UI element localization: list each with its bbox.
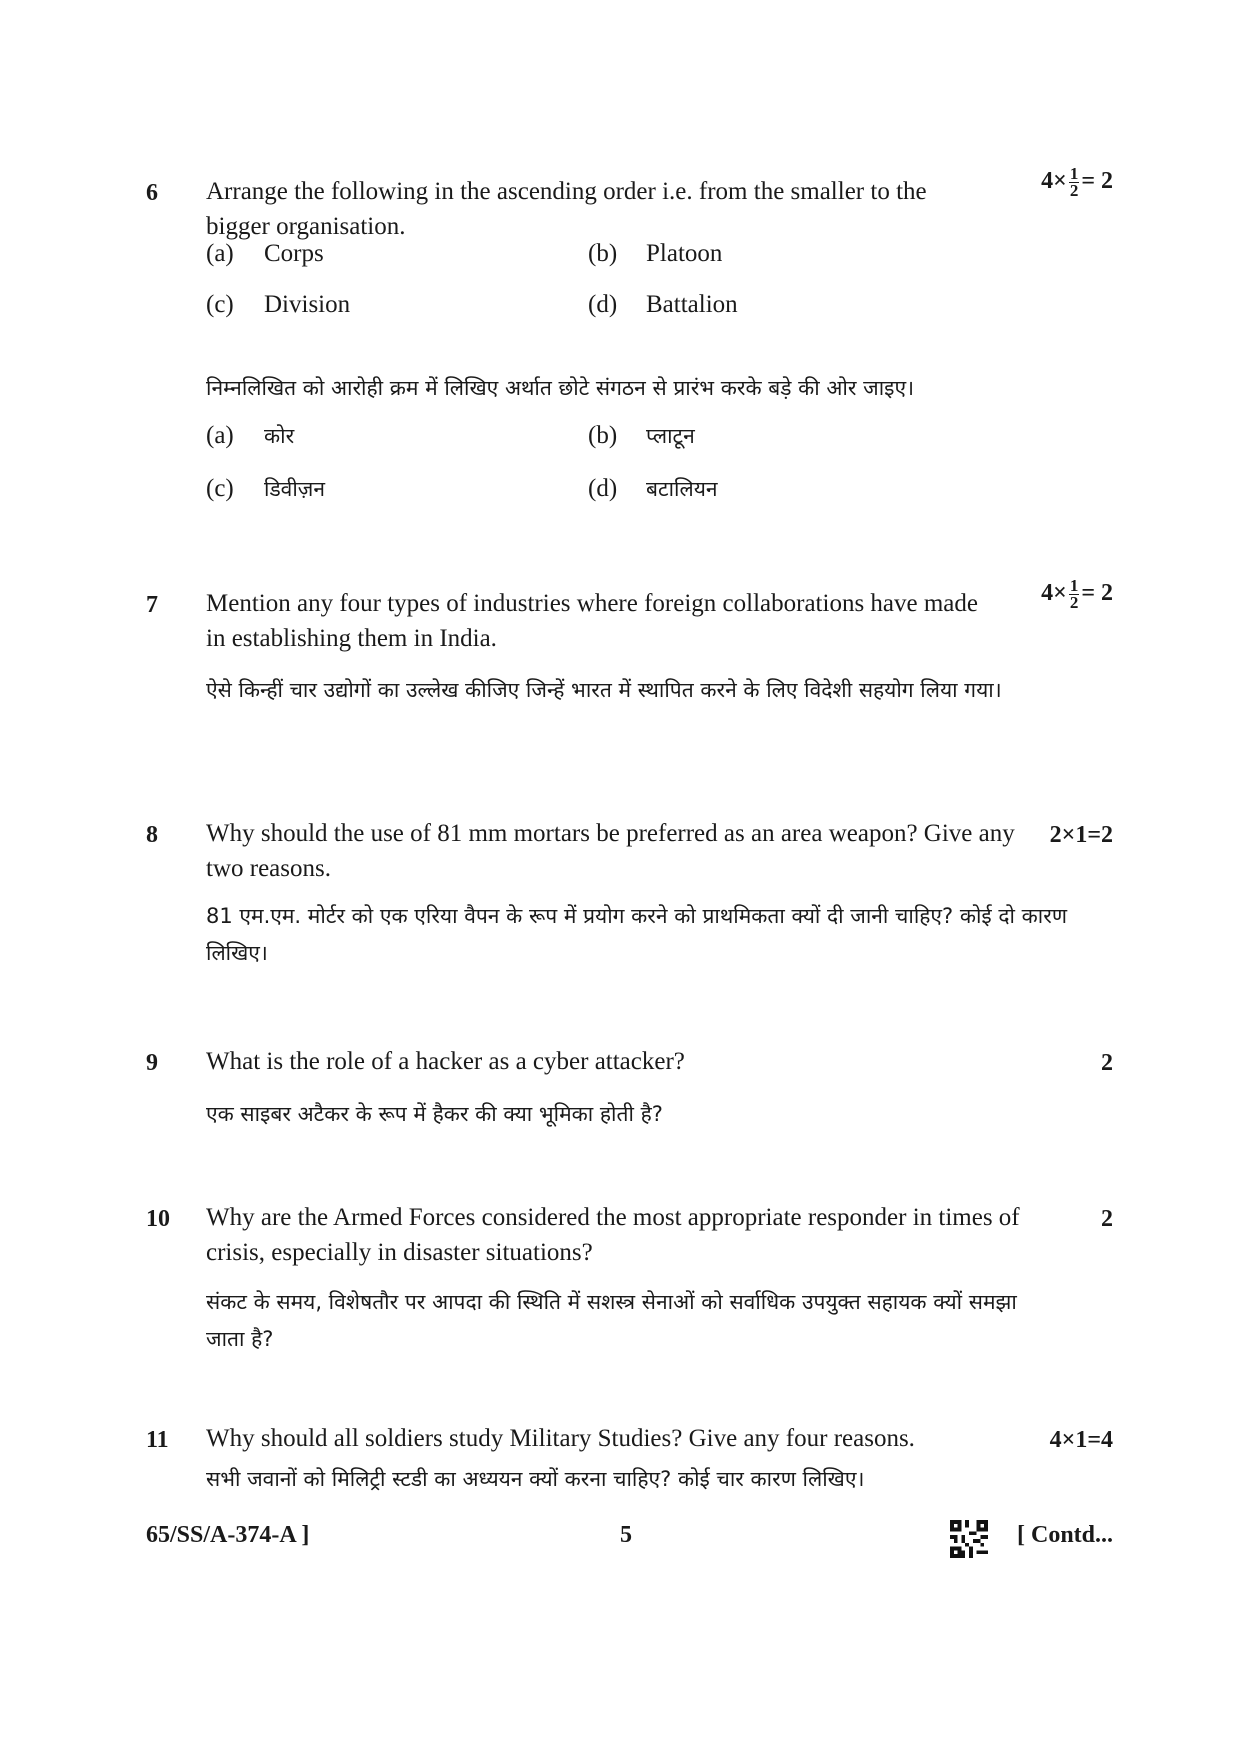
option-d: (d) Battalion	[588, 291, 738, 318]
question-number: 9	[146, 1050, 158, 1076]
question-text: Mention any four types of industries where foreign collaborations have made in establishing them in India.	[206, 590, 978, 652]
question-number: 10	[146, 1206, 170, 1232]
question-hindi-text: निम्नलिखित को आरोही क्रम में लिखिए अर्थात छोटे संगठन से प्रारंभ करके बड़े की ओर जाइए।	[206, 376, 915, 400]
question-number: 8	[146, 822, 158, 848]
option-b: (b) Platoon	[588, 240, 723, 267]
hindi-option-c: (c) डिवीज़न	[206, 475, 326, 502]
page-number: 5	[620, 1522, 632, 1548]
paper-code: 65/SS/A-374-A ]	[146, 1522, 310, 1548]
question-number: 7	[146, 592, 158, 618]
question-number: 6	[146, 180, 158, 206]
qr-code-icon	[950, 1520, 988, 1558]
contd-label: [ Contd...	[1017, 1522, 1114, 1548]
fraction: $\frac{1}{2}$	[1069, 576, 1079, 612]
question-marks: 2×1=2	[1049, 822, 1113, 848]
question-text: Arrange the following in the ascending order i.e. from the smaller to the bigger organisation.	[206, 178, 927, 240]
fraction: $\frac{1}{2}$	[1069, 164, 1079, 200]
question-marks: 2	[1101, 1050, 1113, 1076]
question-text: Why should all soldiers study Military Studies? Give any four reasons.	[206, 1425, 915, 1452]
question-hindi-text: 81 एम.एम. मोर्टर को एक एरिया वैपन के रूप में प्रयोग करने को प्राथमिकता क्यों दी जानी चाहिए? कोई दो कारण लिखिए।	[206, 904, 1068, 965]
question-hindi-text: संकट के समय, विशेषतौर पर आपदा की स्थिति में सशस्त्र सेनाओं को सर्वाधिक उपयुक्त सहायक क्यों समझा जाता है?	[206, 1290, 1017, 1351]
option-a: (a) Corps	[206, 240, 324, 267]
question-marks: 2	[1101, 1206, 1113, 1232]
question-marks: 4×1=4	[1049, 1427, 1113, 1453]
question-text: Why should the use of 81 mm mortars be preferred as an area weapon? Give any two reasons.	[206, 820, 1015, 882]
question-text: Why are the Armed Forces considered the most appropriate responder in times of crisis, especially in disaster situations?	[206, 1204, 1020, 1266]
question-marks: 4× $\frac{1}{2}$ = 2	[1041, 164, 1113, 200]
question-text: What is the role of a hacker as a cyber attacker?	[206, 1048, 685, 1075]
question-hindi-text: एक साइबर अटैकर के रूप में हैकर की क्या भूमिका होती है?	[206, 1102, 663, 1126]
hindi-option-d: (d) बटालियन	[588, 475, 718, 502]
question-hindi-text: ऐसे किन्हीं चार उद्योगों का उल्लेख कीजिए जिन्हें भारत में स्थापित करने के लिए विदेशी सहयोग लिया गया।	[206, 678, 1002, 702]
hindi-option-a: (a) कोर	[206, 422, 295, 449]
question-number: 11	[146, 1427, 169, 1453]
option-c: (c) Division	[206, 291, 351, 318]
question-hindi-text: सभी जवानों को मिलिट्री स्टडी का अध्ययन क्यों करना चाहिए? कोई चार कारण लिखिए।	[206, 1467, 865, 1491]
hindi-option-b: (b) प्लाटून	[588, 422, 695, 449]
question-marks: 4× $\frac{1}{2}$ = 2	[1041, 576, 1113, 612]
